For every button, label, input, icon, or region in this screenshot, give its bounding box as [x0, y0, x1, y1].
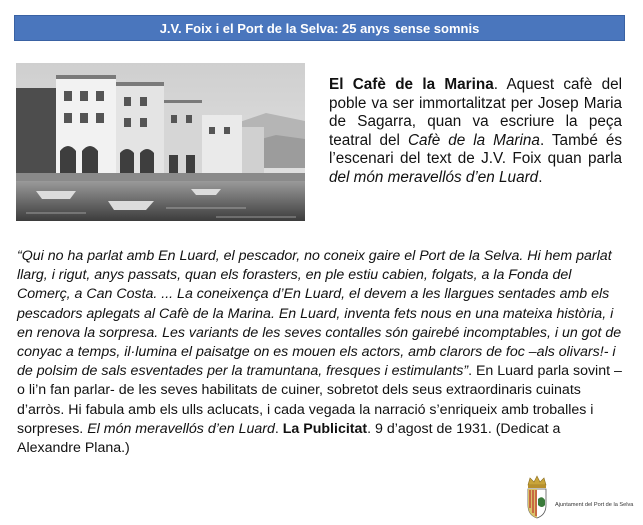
intro-paragraph — [329, 76, 622, 187]
intro-text-2: . També és l’escenari del text de J.V. Foix quan parla — [329, 131, 622, 167]
ajuntament-text: Ajuntament del Port de la Selva — [555, 502, 634, 508]
banner-title: J.V. Foix i el Port de la Selva: 25 anys sense somnis — [159, 20, 480, 36]
intro-title: El Cafè de la Marina — [329, 76, 494, 93]
quote-italic: “Qui no ha parlat amb En Luard, el pescador, no coneix gaire el Port de la Selva. Hi hem parlat llarg, i rigut, anys passats, quan els forasters, en ple estiu cabien, folgats, a la Fonda del Comerç, a Can Costa. ... La coneixença d’En Luard, el devem a les llargues sentades amb els pescadors aplegats al Cafè de la Marina. En Luard, inventa fets nous en una mateixa història, i en renova la sorpresa. Les variants de les seves contalles són gairebé incomptables, i un got de conyac a temps, il·lumina el paisatge on es mouen els actors, amb clarors de foc –als olivars!- i de polsim de sals esventades per la tramuntana, fresques i estimulants” — [17, 248, 622, 380]
intro-text-1: . Aquest cafè del poble va ser immortalitzat per Josep Maria de Sagarra, quan va escriure la peça teatral del — [329, 76, 622, 149]
quote-normal: . En Luard parla sovint – o li’n fan parlar- de les seves habilitats de cuiner, sobretot dels seus extraordinaris cuinats d’arròs. Hi fabula amb els ulls aclucats, i cada vegada la narració s’enriqueix amb troballes i sorpreses. — [17, 363, 622, 437]
intro-text-3: . — [538, 168, 543, 186]
quote-work-title: El món meravellós d’en Luard — [87, 420, 275, 437]
cafe-photo — [16, 63, 305, 221]
quote-dot: . — [274, 420, 283, 437]
crest-icon — [525, 475, 549, 519]
title-banner — [14, 15, 625, 41]
ajuntament-logo — [515, 475, 634, 523]
quote-date: . 9 d’agost de 1931. (Dedicat a Alexandre Plana.) — [17, 420, 561, 457]
quote-paragraph — [17, 247, 627, 458]
intro-play-title: Cafè de la Marina — [407, 131, 540, 149]
quote-publication: La Publicitat — [282, 420, 368, 437]
intro-phrase: del món meravellós d’en Luard — [329, 168, 539, 186]
